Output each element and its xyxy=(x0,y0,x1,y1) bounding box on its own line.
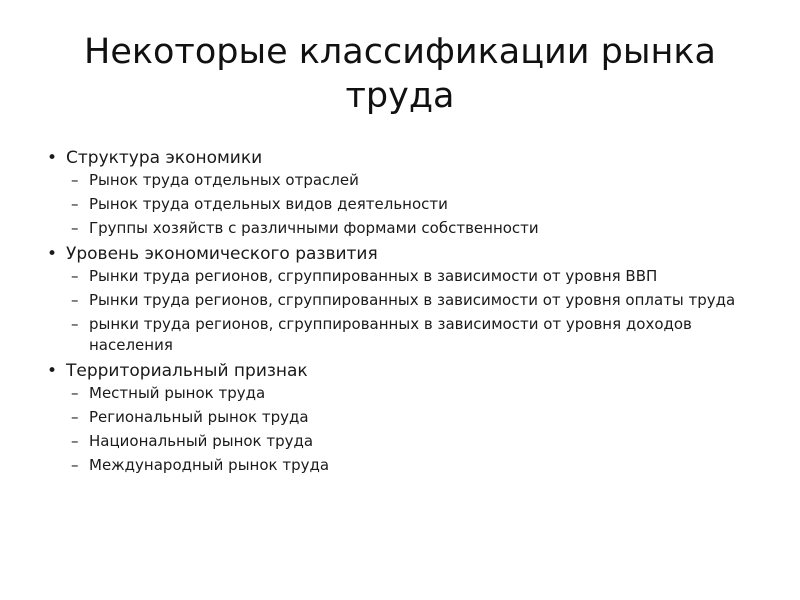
section-economic-development xyxy=(46,242,766,356)
list-item-text: Рынки труда регионов, сгруппированных в зависимости от уровня ВВП xyxy=(89,267,658,285)
bullet-icon: • xyxy=(47,148,58,168)
bullet-icon: • xyxy=(47,361,58,381)
sub-list xyxy=(71,266,766,356)
list-item-text: Группы хозяйств с различными формами собственности xyxy=(89,219,539,237)
sub-list xyxy=(71,170,766,239)
list-item xyxy=(71,314,766,356)
section-label: Структура экономики xyxy=(66,148,263,168)
list-item-text: Региональный рынок труда xyxy=(89,408,309,426)
section-economy-structure xyxy=(46,146,766,239)
dash-icon: – xyxy=(71,195,79,213)
bullet-icon: • xyxy=(47,244,58,264)
list-item xyxy=(71,431,766,452)
dash-icon: – xyxy=(71,432,79,450)
section-territorial xyxy=(46,359,766,476)
list-item xyxy=(71,218,766,239)
dash-icon: – xyxy=(71,267,79,285)
classification-list xyxy=(46,146,766,476)
list-item-text: Рынок труда отдельных отраслей xyxy=(89,171,359,189)
dash-icon: – xyxy=(71,315,79,333)
sub-list xyxy=(71,383,766,476)
slide-content xyxy=(46,146,766,479)
list-item-text: Местный рынок труда xyxy=(89,384,266,402)
list-item-text: рынки труда регионов, сгруппированных в зависимости от уровня доходов населения xyxy=(89,315,692,354)
dash-icon: – xyxy=(71,408,79,426)
list-item-text: Рынки труда регионов, сгруппированных в зависимости от уровня оплаты труда xyxy=(89,291,736,309)
list-item-text: Международный рынок труда xyxy=(89,456,330,474)
section-label: Уровень экономического развития xyxy=(66,244,378,264)
dash-icon: – xyxy=(71,291,79,309)
list-item xyxy=(71,266,766,287)
list-item xyxy=(71,455,766,476)
dash-icon: – xyxy=(71,384,79,402)
list-item xyxy=(71,194,766,215)
list-item xyxy=(71,407,766,428)
list-item xyxy=(71,290,766,311)
dash-icon: – xyxy=(71,456,79,474)
section-label: Территориальный признак xyxy=(66,361,308,381)
list-item xyxy=(71,383,766,404)
dash-icon: – xyxy=(71,219,79,237)
list-item xyxy=(71,170,766,191)
list-item-text: Национальный рынок труда xyxy=(89,432,314,450)
slide-title: Некоторые классификации рынка труда xyxy=(84,32,716,116)
dash-icon: – xyxy=(71,171,79,189)
list-item-text: Рынок труда отдельных видов деятельности xyxy=(89,195,448,213)
